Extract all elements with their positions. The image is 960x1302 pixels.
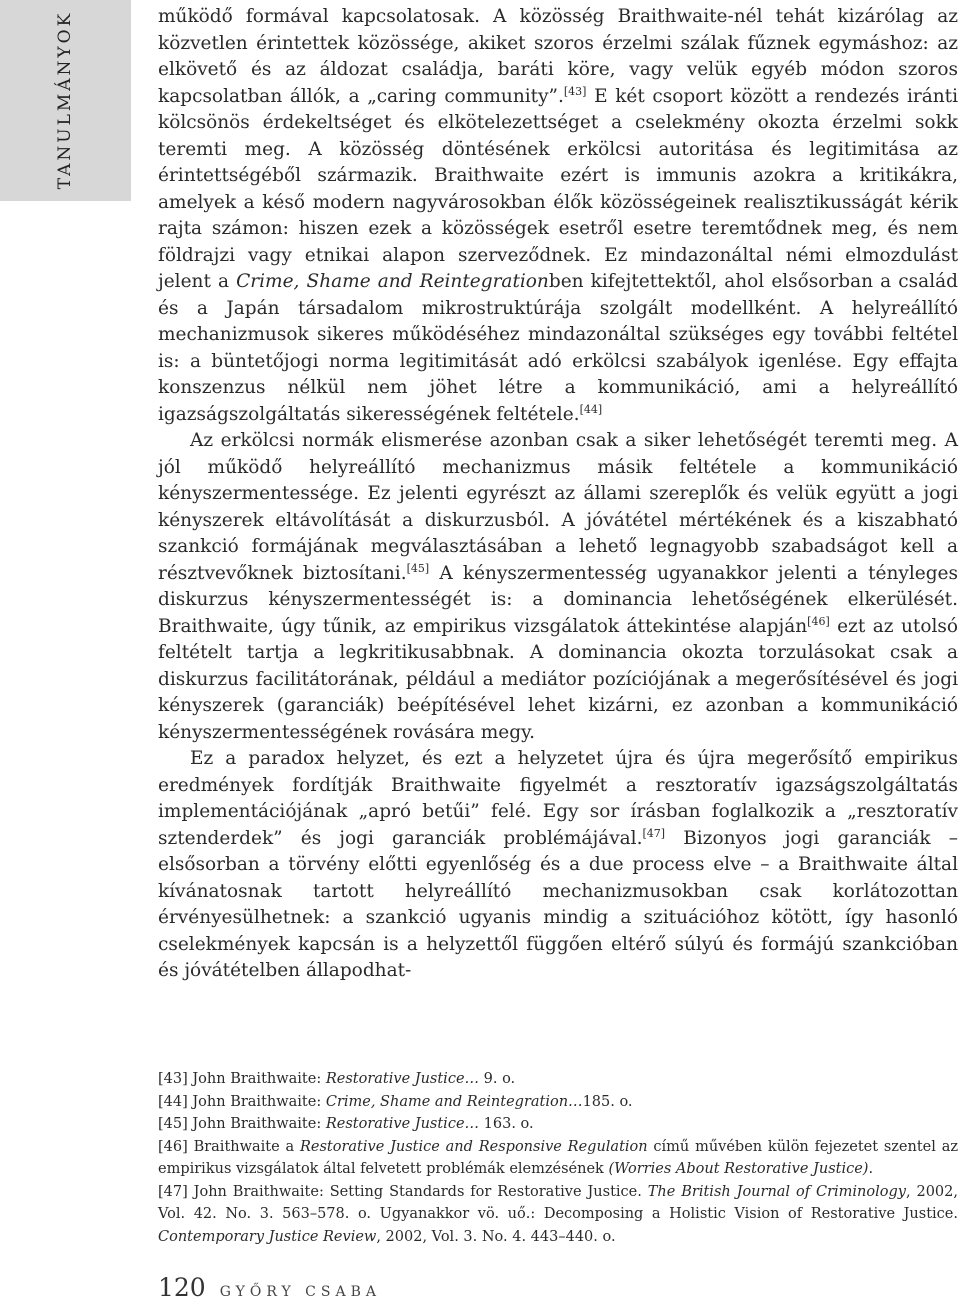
footnote: [158, 1068, 958, 1091]
italic-text: Restorative Justice and Responsive Regulation: [299, 1138, 648, 1155]
text-run: 9. o.: [479, 1071, 516, 1087]
footnote-ref: [46]: [807, 614, 830, 628]
text-run: című művében külön fejezetet szentel az empirikus vizsgálatok által felvetett problémák elemzésének: [158, 1138, 958, 1177]
footnote: [158, 1091, 958, 1114]
italic-text: Crime, Shame and Reintegration…: [325, 1093, 583, 1110]
text-run: 185. o.: [582, 1093, 633, 1110]
text-run: [47] John Braithwaite: Setting Standards for Restorative Justice.: [158, 1183, 648, 1200]
text-run: , 2002, Vol. 42. No. 3. 563–578. o. Ugyanakkor vö. uő.: Decomposing a Holistic Vision of Restorative Justice.: [158, 1183, 958, 1222]
text-run: , 2002, Vol. 3. No. 4. 443–440. o.: [376, 1228, 616, 1245]
italic-text: Contemporary Justice Review: [158, 1228, 377, 1245]
footnote-ref: [43]: [563, 84, 587, 98]
text-run: A kényszermentesség ugyanakkor jelenti a tényleges diskurzus kényszermentességét is: a dominancia lehetőségének elkerülését. Braithwaite, úgy tűnik, az empirikus vizsgálatok áttekintése alapján: [158, 562, 958, 637]
italic-text: Crime, Shame and Reintegration: [236, 271, 549, 292]
footnote-ref: [44]: [579, 402, 603, 416]
page-number: 120: [158, 1273, 206, 1302]
italic-text: (Worries About Restorative Justice): [608, 1161, 869, 1177]
text-run: ben kifejtettektől, ahol elsősorban a család és a Japán társadalom mikrostruktúrája szolgált modellként. A helyreállító mechanizmusok sikeres működéséhez mindazonáltal szükséges egy további feltétel is: a büntetőjogi norma legitimitását adó erkölcsi szabályok igenlése. Egy effajta konszenzus nélkül nem jöhet létre a kommunikáció, ami a helyreállító igazságszolgáltatás sikerességének feltétele.: [158, 271, 958, 425]
italic-text: Restorative Justice…: [325, 1071, 480, 1087]
text-run: Bizonyos jogi garanciák – elsősorban a törvény előtti egyenlőség és a due process elve – a Braithwaite által kívánatosnak tartott helyreállító mechanizmusokban csak korlátozottan érvényesülhetnek: a szankció ugyanis mindig a szituációhoz kötött, így hasonló cselekmények kapcsán is a helyzettől függően eltérő súlyú és formájú szankcióban és jóvátételben állapodhat-: [158, 827, 958, 981]
footnote: [158, 1181, 958, 1249]
page-footer: [158, 1273, 381, 1302]
text-run: [46] Braithwaite a: [158, 1138, 300, 1155]
text-run: E két csoport között a rendezés iránti kölcsönös érdekeltséget és elkötelezettséget a cselekmény okozta érzelmi sokk teremti meg. A közösség döntésének erkölcsi autoritása és legitimitása az érintettségéből származik. Braithwaite ezért is immunis azokra a kritikákra, amelyek a késő modern nagyvárosokban élők közösségeinek realisztikusságát kérik rajta számon: hiszen ezek a közösségek esetről esetre teremtődnek meg, és nem földrajzi vagy etnikai alapon szerveződnek. Ez mindazonáltal némi elmozdulást jelent a: [158, 85, 958, 292]
footnote-ref: [45]: [406, 561, 430, 575]
text-run: működő formával kapcsolatosak. A közösség Braithwaite-nél tehát kizárólag az közvetlen érintettek közössége, akiket szoros érzelmi szálak fűznek egymáshoz: az elkövető és az áldozat családja, baráti köre, vagy velük egyéb módon szoros kapcsolatban állók, a „caring community”.: [158, 6, 958, 107]
footnote-ref: [47]: [642, 826, 666, 840]
text-run: .: [868, 1161, 874, 1177]
text-run: ezt az utolsó feltételt tartja a legkritikusabbnak. A dominancia okozta torzulásokat csak a diskurzus facilitátorának, például a mediátor pozíciójának a megerősítésével és jogi kényszerek (garanciák) beépítésével lehet kizárni, ez azonban a kommunikáció kényszermentességének rovására megy.: [158, 615, 959, 743]
text-run: [44] John Braithwaite:: [158, 1093, 326, 1110]
text-run: [45] John Braithwaite:: [158, 1116, 326, 1132]
italic-text: The British Journal of Criminology: [647, 1183, 906, 1200]
text-run: 163. o.: [479, 1116, 534, 1132]
footnote: [158, 1113, 958, 1136]
text-run: [43] John Braithwaite:: [158, 1071, 326, 1087]
paragraph: [158, 746, 958, 985]
text-run: Az erkölcsi normák elismerése azonban csak a siker lehetőségét teremti meg. A jól működő helyreállító mechanizmus másik feltétele a kommunikáció kényszermentessége. Ez jelenti egyrészt az állami szereplők és velük együtt a jogi kényszerek eltávolítását a diskurzusból. A jóvátétel mértékének és a kiszabható szankció formájának megválasztásában a lehető legnagyobb szabadságot kell a résztvevőknek biztosítani.: [158, 430, 958, 584]
body-text: [158, 4, 958, 985]
section-tab: [0, 0, 131, 201]
paragraph: [158, 428, 958, 746]
text-run: Ez a paradox helyzet, és ezt a helyzetet újra és újra megerősítő empirikus eredmények fordítják Braithwaite figyelmét a resztoratív igazságszolgáltatás implementációjának „apró betűi” felé. Egy sor írásban foglalkozik a „resztoratív sztenderdek” és jogi garanciák problémájával.: [158, 748, 958, 849]
paragraph: [158, 4, 958, 428]
footnote: [158, 1136, 958, 1181]
italic-text: Restorative Justice…: [325, 1116, 480, 1132]
author-name: GYŐRY CSABA: [219, 1284, 381, 1300]
section-label: TANULMÁNYOK: [55, 10, 75, 190]
footnotes: [158, 1068, 958, 1248]
